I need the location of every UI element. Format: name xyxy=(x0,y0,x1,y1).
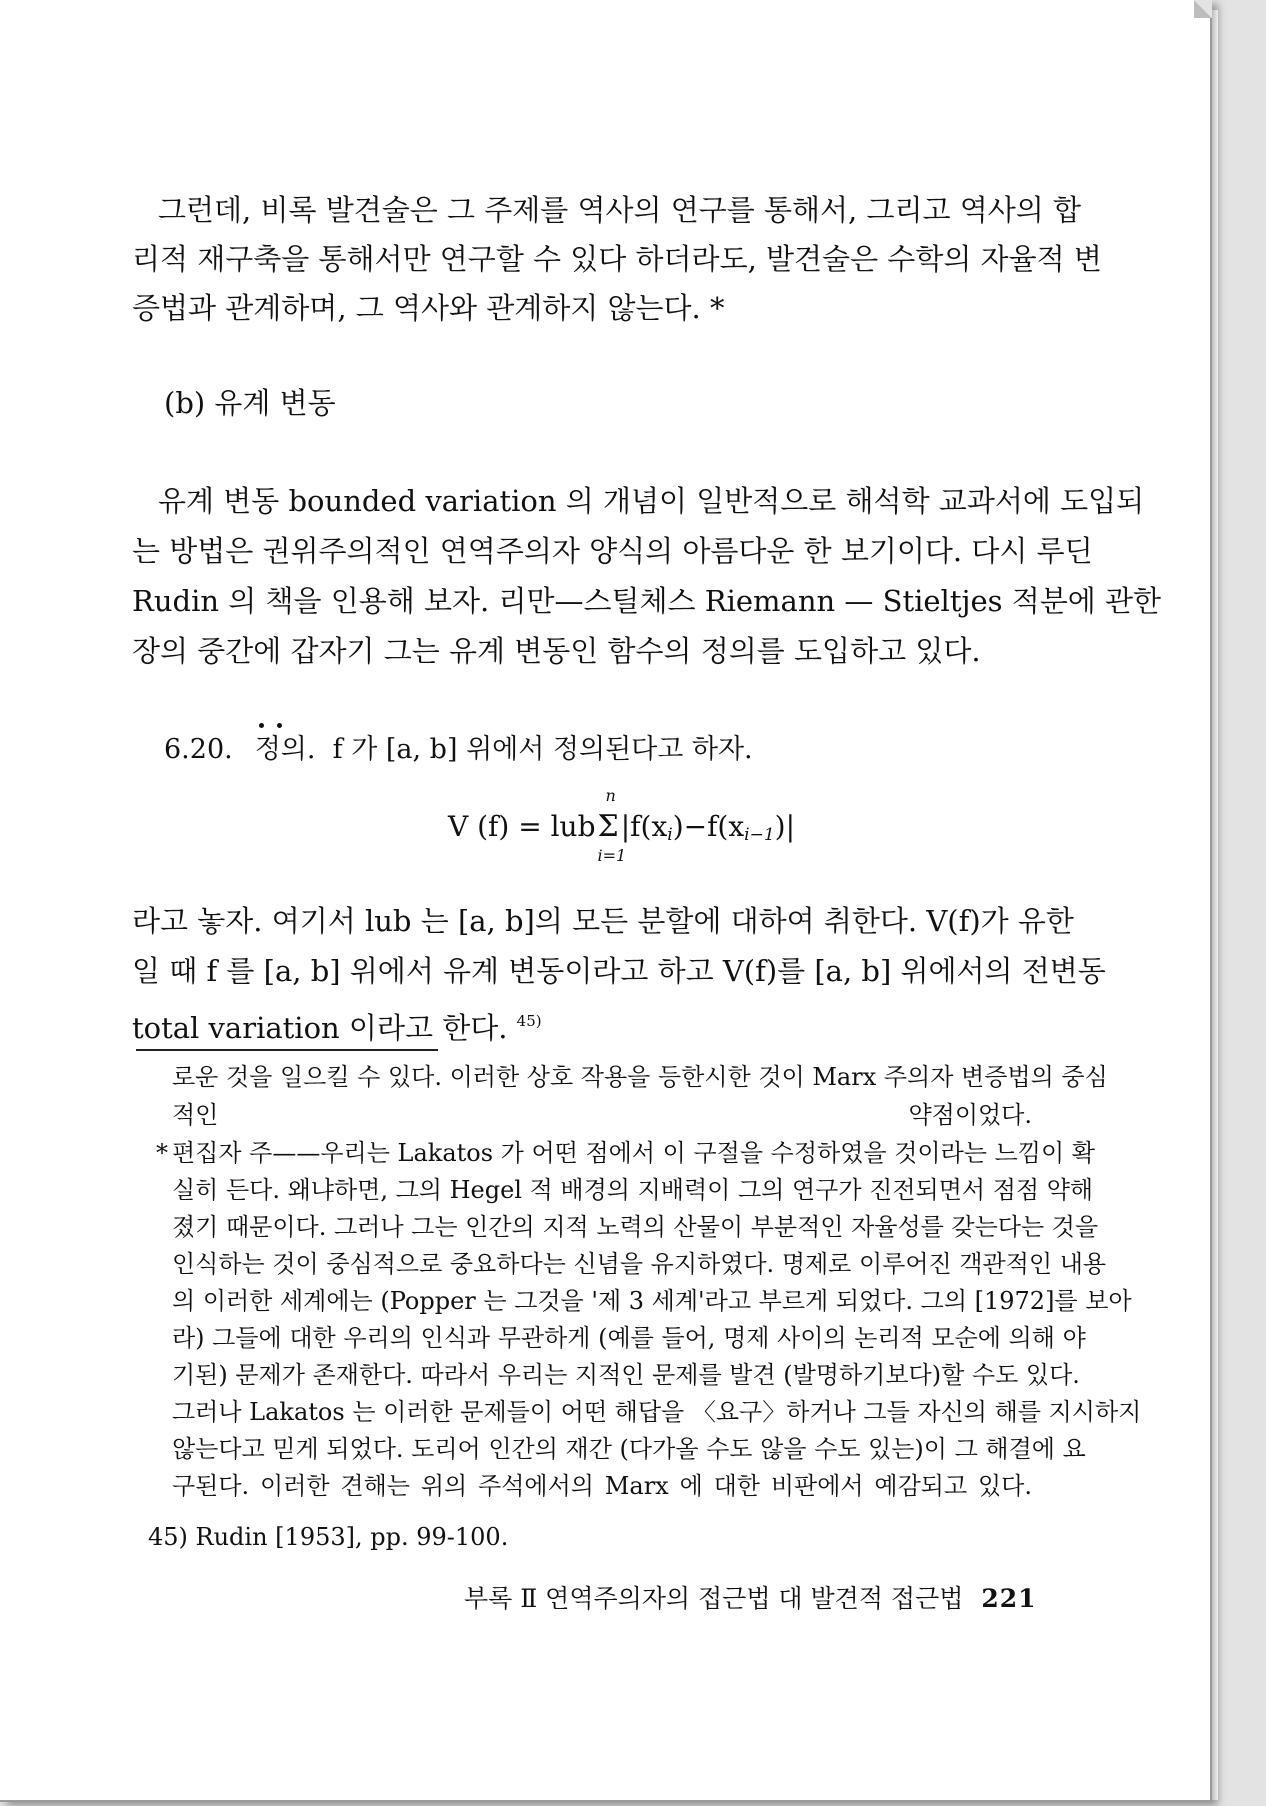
footnote-line: 실히 든다. 왜냐하면, 그의 Hegel 적 배경의 지배력이 그의 연구가 진전되면서 점점 약해 xyxy=(172,1176,1094,1204)
text-line: 증법과 관계하며, 그 역사와 관계하지 않는다. * xyxy=(132,291,725,325)
text-line: Rudin 의 책을 인용해 보자. 리만—스틸체스 Riemann — Stieltjes 적분에 관한 xyxy=(132,584,1162,618)
footnote-line: 않는다고 믿게 되었다. 도리어 인간의 재간 (다가올 수도 않을 수도 있는)이 그 해결에 요 xyxy=(172,1435,1086,1463)
footnote-line: 인식하는 것이 중심적으로 중요하다는 신념을 유지하였다. 명제로 이루어진 객관적인 내용 xyxy=(172,1250,1107,1278)
footnote-line: 편집자 주——우리는 Lakatos 가 어떤 점에서 이 구절을 수정하였을 것이라는 느낌이 확 xyxy=(172,1139,1095,1167)
definition-word: 정의 xyxy=(255,733,307,767)
footnote-line: 로운 것을 일으킬 수 있다. 이러한 상호 작용을 등한시한 것이 Marx 주의자 변증법의 중심 xyxy=(172,1063,1108,1091)
footnote-line: 그러나 Lakatos 는 이러한 문제들이 어떤 해답을 〈요구〉하거나 그들 자신의 해를 지시하지 xyxy=(172,1398,1142,1426)
footnote-45: 45) Rudin [1953], pp. 99-100. xyxy=(148,1523,509,1551)
text-line: 그런데, 비록 발견술은 그 주제를 역사의 연구를 통해서, 그리고 역사의 합 xyxy=(158,193,1082,227)
running-footer xyxy=(464,1584,1037,1614)
page-edge-shadow xyxy=(1212,10,1218,1800)
editor-note-marker: * xyxy=(156,1139,168,1167)
page-number: 221 xyxy=(981,1584,1037,1613)
footnote-line: 적인 약점이었다. xyxy=(172,1101,1032,1129)
definition-line xyxy=(164,733,753,767)
footnote-rule xyxy=(136,1049,438,1051)
footnote-line: 졌기 때문이다. 그러나 그는 인간의 지적 노력의 산물이 부분적인 자율성를 갖는다는 것을 xyxy=(172,1213,1099,1241)
formula-lhs: V (f) = lub xyxy=(448,810,596,843)
text-line: 일 때 f 를 [a, b] 위에서 유계 변동이라고 하고 V(f)를 [a, b] 위에서의 전변동 xyxy=(132,954,1106,988)
section-heading: (b) 유계 변동 xyxy=(164,386,336,420)
page-corner xyxy=(1194,0,1212,18)
text-line: 는 방법은 권위주의적인 연역주의자 양식의 아름다운 한 보기이다. 다시 루딘 xyxy=(132,534,1093,568)
summation-sign: n Σ i=1 xyxy=(597,786,627,865)
sum-upper-limit: n xyxy=(605,786,616,805)
footnote-ref-45[interactable]: 45) xyxy=(516,1012,542,1030)
running-footer-title: 부록 Ⅱ 연역주의자의 접근법 대 발견적 접근법 xyxy=(464,1584,964,1613)
subscript-i: i xyxy=(667,825,673,845)
formula-body-open: |f(x xyxy=(620,810,668,843)
footnote-line: 구된다. 이러한 견해는 위의 주석에서의 Marx 에 대한 비판에서 예감되고 있다. xyxy=(172,1472,1032,1500)
variation-formula xyxy=(448,786,796,865)
text-line: 리적 재구축을 통해서만 연구할 수 있다 하더라도, 발견술은 수학의 자율적 변 xyxy=(132,242,1102,276)
text-line: total variation 이라고 한다. $^{45)}$ xyxy=(132,1011,542,1045)
definition-period: . xyxy=(306,734,316,765)
formula-body-mid: )−f(x xyxy=(672,810,745,843)
definition-statement: f 가 [a, b] 위에서 정의된다고 하자. xyxy=(332,734,753,765)
sum-lower-limit: i=1 xyxy=(597,846,627,865)
text-line: 유계 변동 bounded variation 의 개념이 일반적으로 해석학 교과서에 도입되 xyxy=(158,484,1145,518)
footnote-line: 의 이러한 세계에는 (Popper 는 그것을 '제 3 세계'라고 부르게 되었다. 그의 [1972]를 보아 xyxy=(172,1287,1132,1315)
text-line: 라고 놓자. 여기서 lub 는 [a, b]의 모든 분할에 대하여 취한다. V(f)가 유한 xyxy=(132,904,1074,938)
text-line: 장의 중간에 갑자기 그는 유계 변동인 함수의 정의를 도입하고 있다. xyxy=(132,634,981,668)
formula-body-close: )| xyxy=(774,810,796,843)
definition-number: 6.20. xyxy=(164,734,233,765)
footnote-line: 라) 그들에 대한 우리의 인식과 무관하게 (예를 들어, 명제 사이의 논리적 모순에 의해 야 xyxy=(172,1324,1086,1352)
footnote-line: 기된) 문제가 존재한다. 따라서 우리는 지적인 문제를 발견 (발명하기보다)할 수도 있다. xyxy=(172,1361,1080,1389)
subscript-i-minus-1: i−1 xyxy=(744,825,775,845)
